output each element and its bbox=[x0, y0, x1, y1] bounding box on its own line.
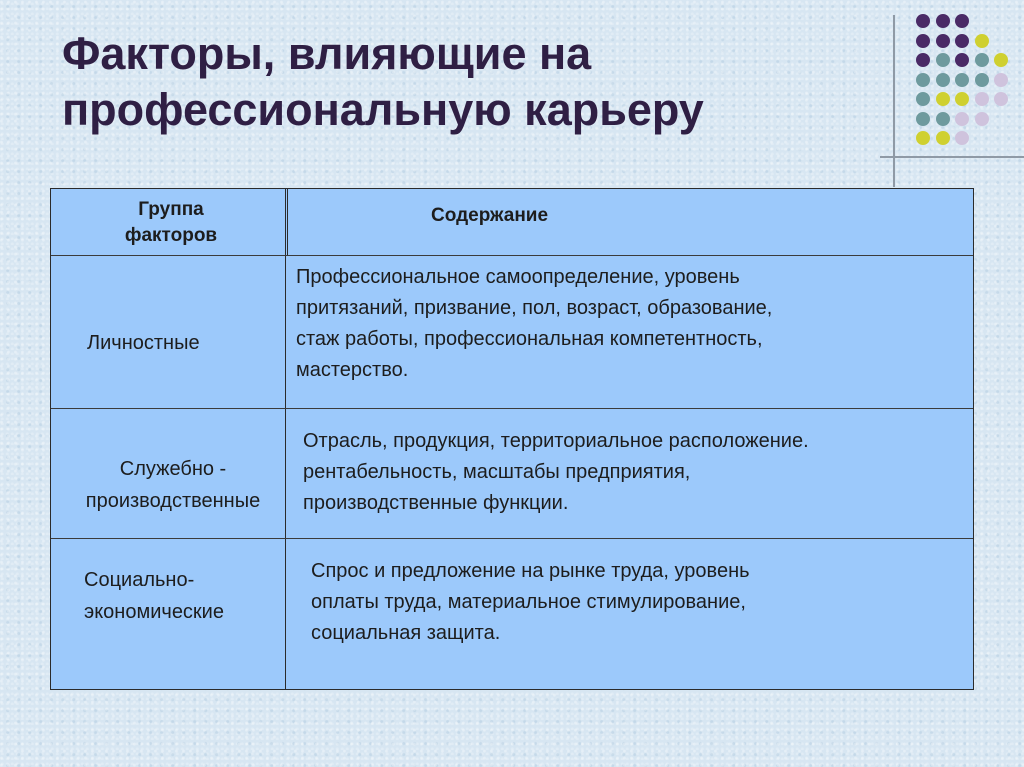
decor-dot bbox=[916, 34, 930, 48]
header-group-line-2: факторов bbox=[124, 225, 218, 246]
content-line: Спрос и предложение на рынке труда, уровень bbox=[311, 560, 750, 582]
group-line: Служебно - bbox=[119, 458, 227, 480]
group-line: Личностные bbox=[87, 332, 200, 354]
decor-vertical-line bbox=[893, 15, 895, 187]
slide-title bbox=[62, 26, 882, 138]
decor-dot bbox=[975, 112, 989, 126]
decor-dot bbox=[916, 73, 930, 87]
decor-horizontal-line bbox=[880, 156, 1024, 158]
content-line: социальная защита. bbox=[311, 622, 501, 644]
content-cell-personal bbox=[296, 262, 772, 386]
decor-dot bbox=[955, 34, 969, 48]
decor-dot bbox=[955, 131, 969, 145]
decor-dot bbox=[936, 131, 950, 145]
decor-dot bbox=[936, 53, 950, 67]
content-line: Профессиональное самоопределение, уровень bbox=[296, 266, 740, 288]
content-line: Отрасль, продукция, территориальное расположение. bbox=[303, 430, 809, 452]
group-cell-personal bbox=[87, 328, 200, 359]
table-row bbox=[51, 255, 973, 408]
slide-title-line-2: профессиональную карьеру bbox=[62, 84, 704, 135]
decor-dot bbox=[955, 53, 969, 67]
decor-dot bbox=[994, 92, 1008, 106]
table-header-row bbox=[51, 189, 973, 255]
column-divider bbox=[285, 409, 286, 538]
decor-dot bbox=[955, 92, 969, 106]
header-group-line-1: Группа bbox=[138, 199, 204, 220]
column-divider bbox=[285, 189, 288, 255]
factors-table bbox=[50, 188, 974, 690]
column-divider bbox=[285, 256, 286, 408]
header-content-cell: Содержание bbox=[431, 205, 549, 226]
content-cell-socioeconomic bbox=[311, 556, 750, 649]
content-line: стаж работы, профессиональная компетентность, bbox=[296, 328, 763, 350]
content-line: производственные функции. bbox=[303, 492, 569, 514]
decor-dot bbox=[975, 73, 989, 87]
decor-dot bbox=[936, 92, 950, 106]
decor-dot bbox=[994, 73, 1008, 87]
decor-dot bbox=[936, 14, 950, 28]
decor-dot bbox=[975, 53, 989, 67]
group-line: производственные bbox=[85, 490, 261, 512]
table-row bbox=[51, 408, 973, 538]
content-line: мастерство. bbox=[296, 359, 409, 381]
decor-dot bbox=[936, 112, 950, 126]
content-cell-service bbox=[303, 426, 809, 519]
decor-dot bbox=[955, 112, 969, 126]
column-divider bbox=[285, 539, 286, 689]
header-group-cell bbox=[81, 197, 261, 249]
group-cell-socioeconomic bbox=[84, 564, 224, 628]
decor-dot bbox=[916, 112, 930, 126]
decor-dot bbox=[936, 73, 950, 87]
decor-dot bbox=[975, 92, 989, 106]
decor-dot bbox=[994, 53, 1008, 67]
group-line: Социально- bbox=[84, 569, 195, 591]
group-line: экономические bbox=[84, 601, 224, 623]
slide-title-line-1: Факторы, влияющие на bbox=[62, 28, 592, 79]
decor-dot bbox=[975, 34, 989, 48]
decor-dot bbox=[955, 73, 969, 87]
content-line: оплаты труда, материальное стимулирование, bbox=[311, 591, 746, 613]
group-cell-service bbox=[61, 453, 285, 517]
decor-dot bbox=[916, 131, 930, 145]
content-line: притязаний, призвание, пол, возраст, образование, bbox=[296, 297, 773, 319]
decor-dot bbox=[916, 14, 930, 28]
decor-dot bbox=[916, 92, 930, 106]
decor-dot bbox=[936, 34, 950, 48]
decor-dot bbox=[916, 53, 930, 67]
table-row bbox=[51, 538, 973, 689]
decor-dot bbox=[955, 14, 969, 28]
content-line: рентабельность, масштабы предприятия, bbox=[303, 461, 691, 483]
